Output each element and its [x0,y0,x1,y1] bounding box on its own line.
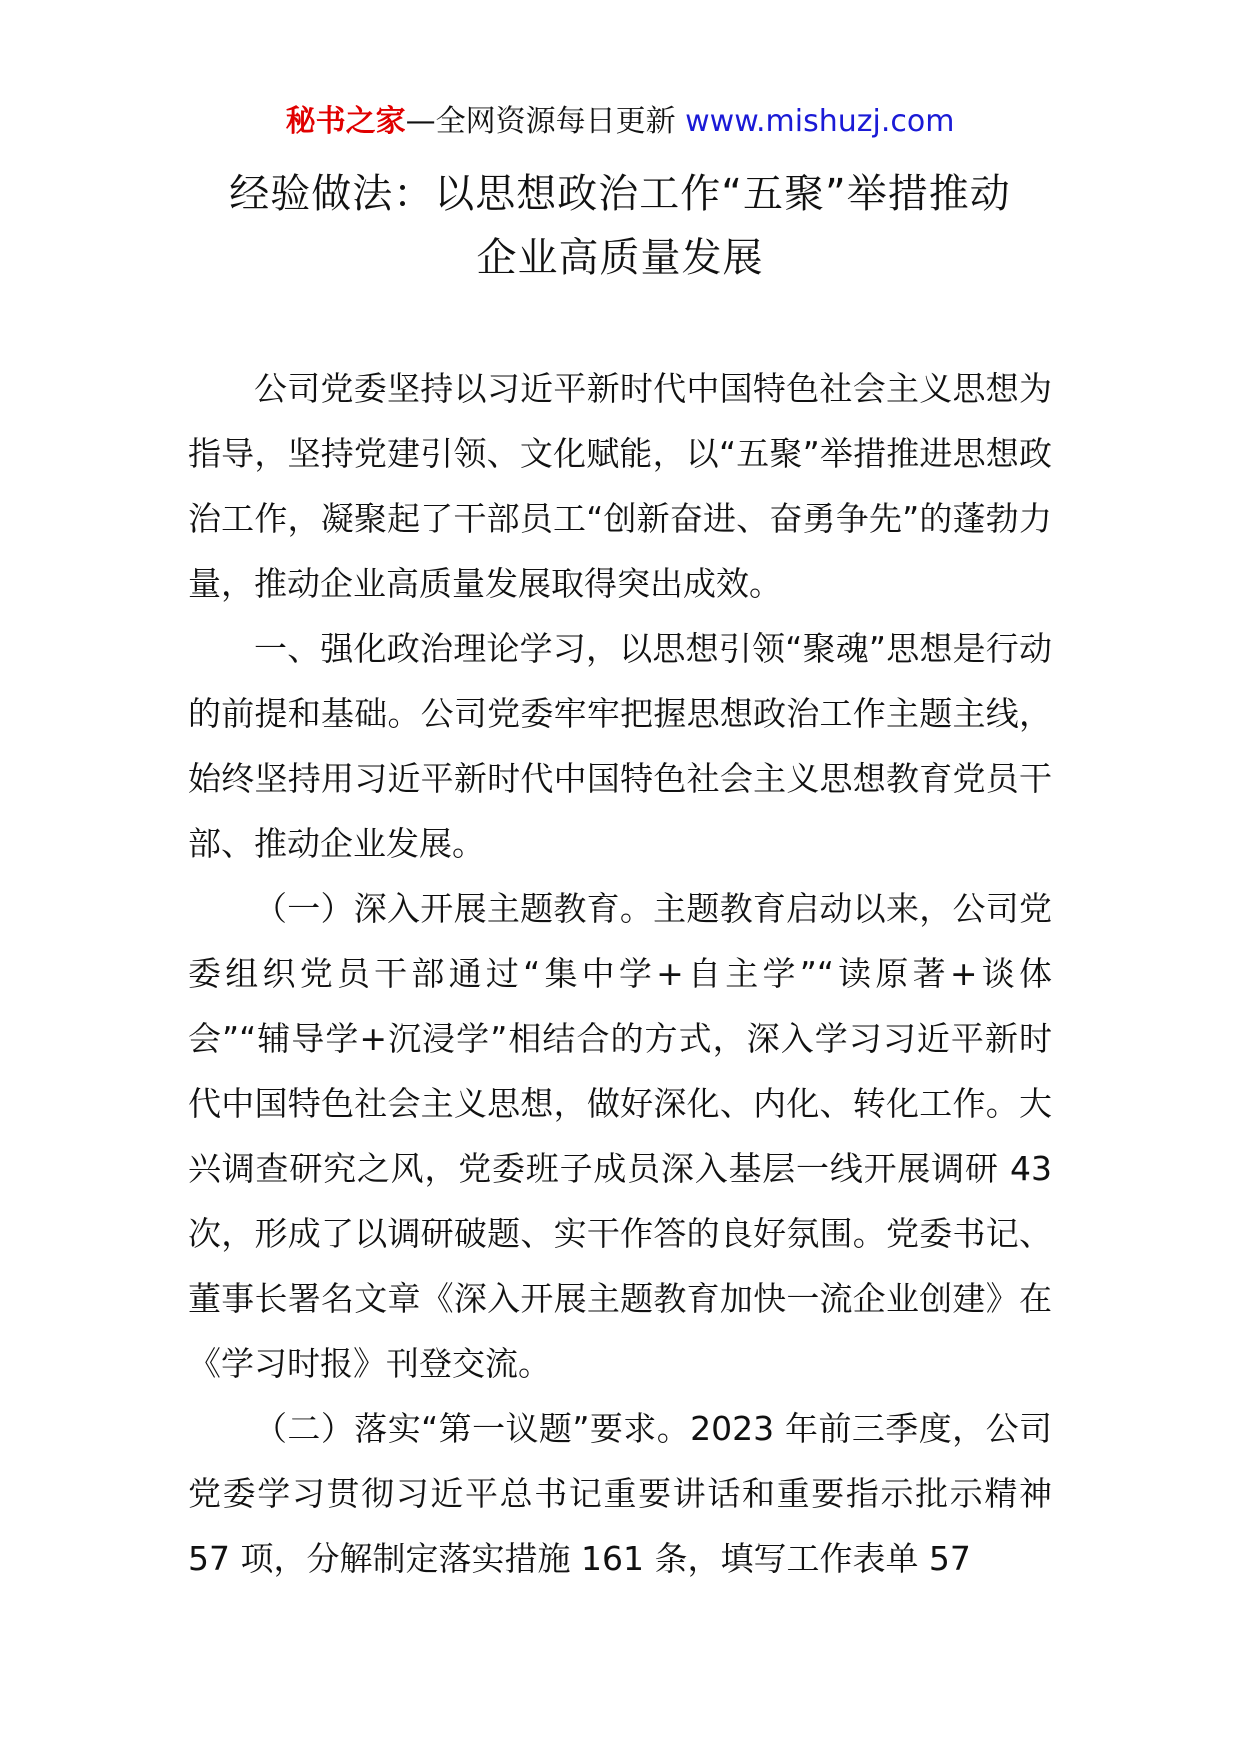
document-title [0,162,1240,290]
body-paragraph-subsection-1: （一）深入开展主题教育。主题教育启动以来，公司党委组织党员干部通过“集中学+自主学”“读原著+谈体会”“辅导学+沉浸学”相结合的方式，深入学习习近平新时代中国特色社会主义思想，做好深化、内化、转化工作。大兴调查研究之风，党委班子成员深入基层一线开展调研 43 次，形成了以调研破题、实干作答的良好氛围。党委书记、董事长署名文章《深入开展主题教育加快一流企业创建》在《学习时报》刊登交流。 [188,889,1052,1383]
site-name: 秘书之家 [285,104,406,139]
document-body [188,356,1052,1591]
title-line-2: 企业高质量发展 [476,235,764,281]
body-paragraph-subsection-2: （二）落实“第一议题”要求。2023 年前三季度，公司党委学习贯彻习近平总书记重要讲话和重要指示批示精神 57 项，分解制定落实措施 161 条，填写工作表单 57 [188,1409,1052,1578]
site-header [0,102,1240,142]
title-line-1: 经验做法：以思想政治工作“五聚”举措推动 [229,171,1011,217]
body-paragraph-intro: 公司党委坚持以习近平新时代中国特色社会主义思想为指导，坚持党建引领、文化赋能，以“五聚”举措推进思想政治工作，凝聚起了干部员工“创新奋进、奋勇争先”的蓬勃力量，推动企业高质量发展取得突出成效。 [188,369,1052,603]
site-url-link[interactable]: www.mishuzj.com [685,104,955,139]
body-paragraph-section-1: 一、强化政治理论学习，以思想引领“聚魂”思想是行动的前提和基础。公司党委牢牢把握思想政治工作主题主线，始终坚持用习近平新时代中国特色社会主义思想教育党员干部、推动企业发展。 [188,629,1052,863]
site-slogan: —全网资源每日更新 [405,104,686,139]
